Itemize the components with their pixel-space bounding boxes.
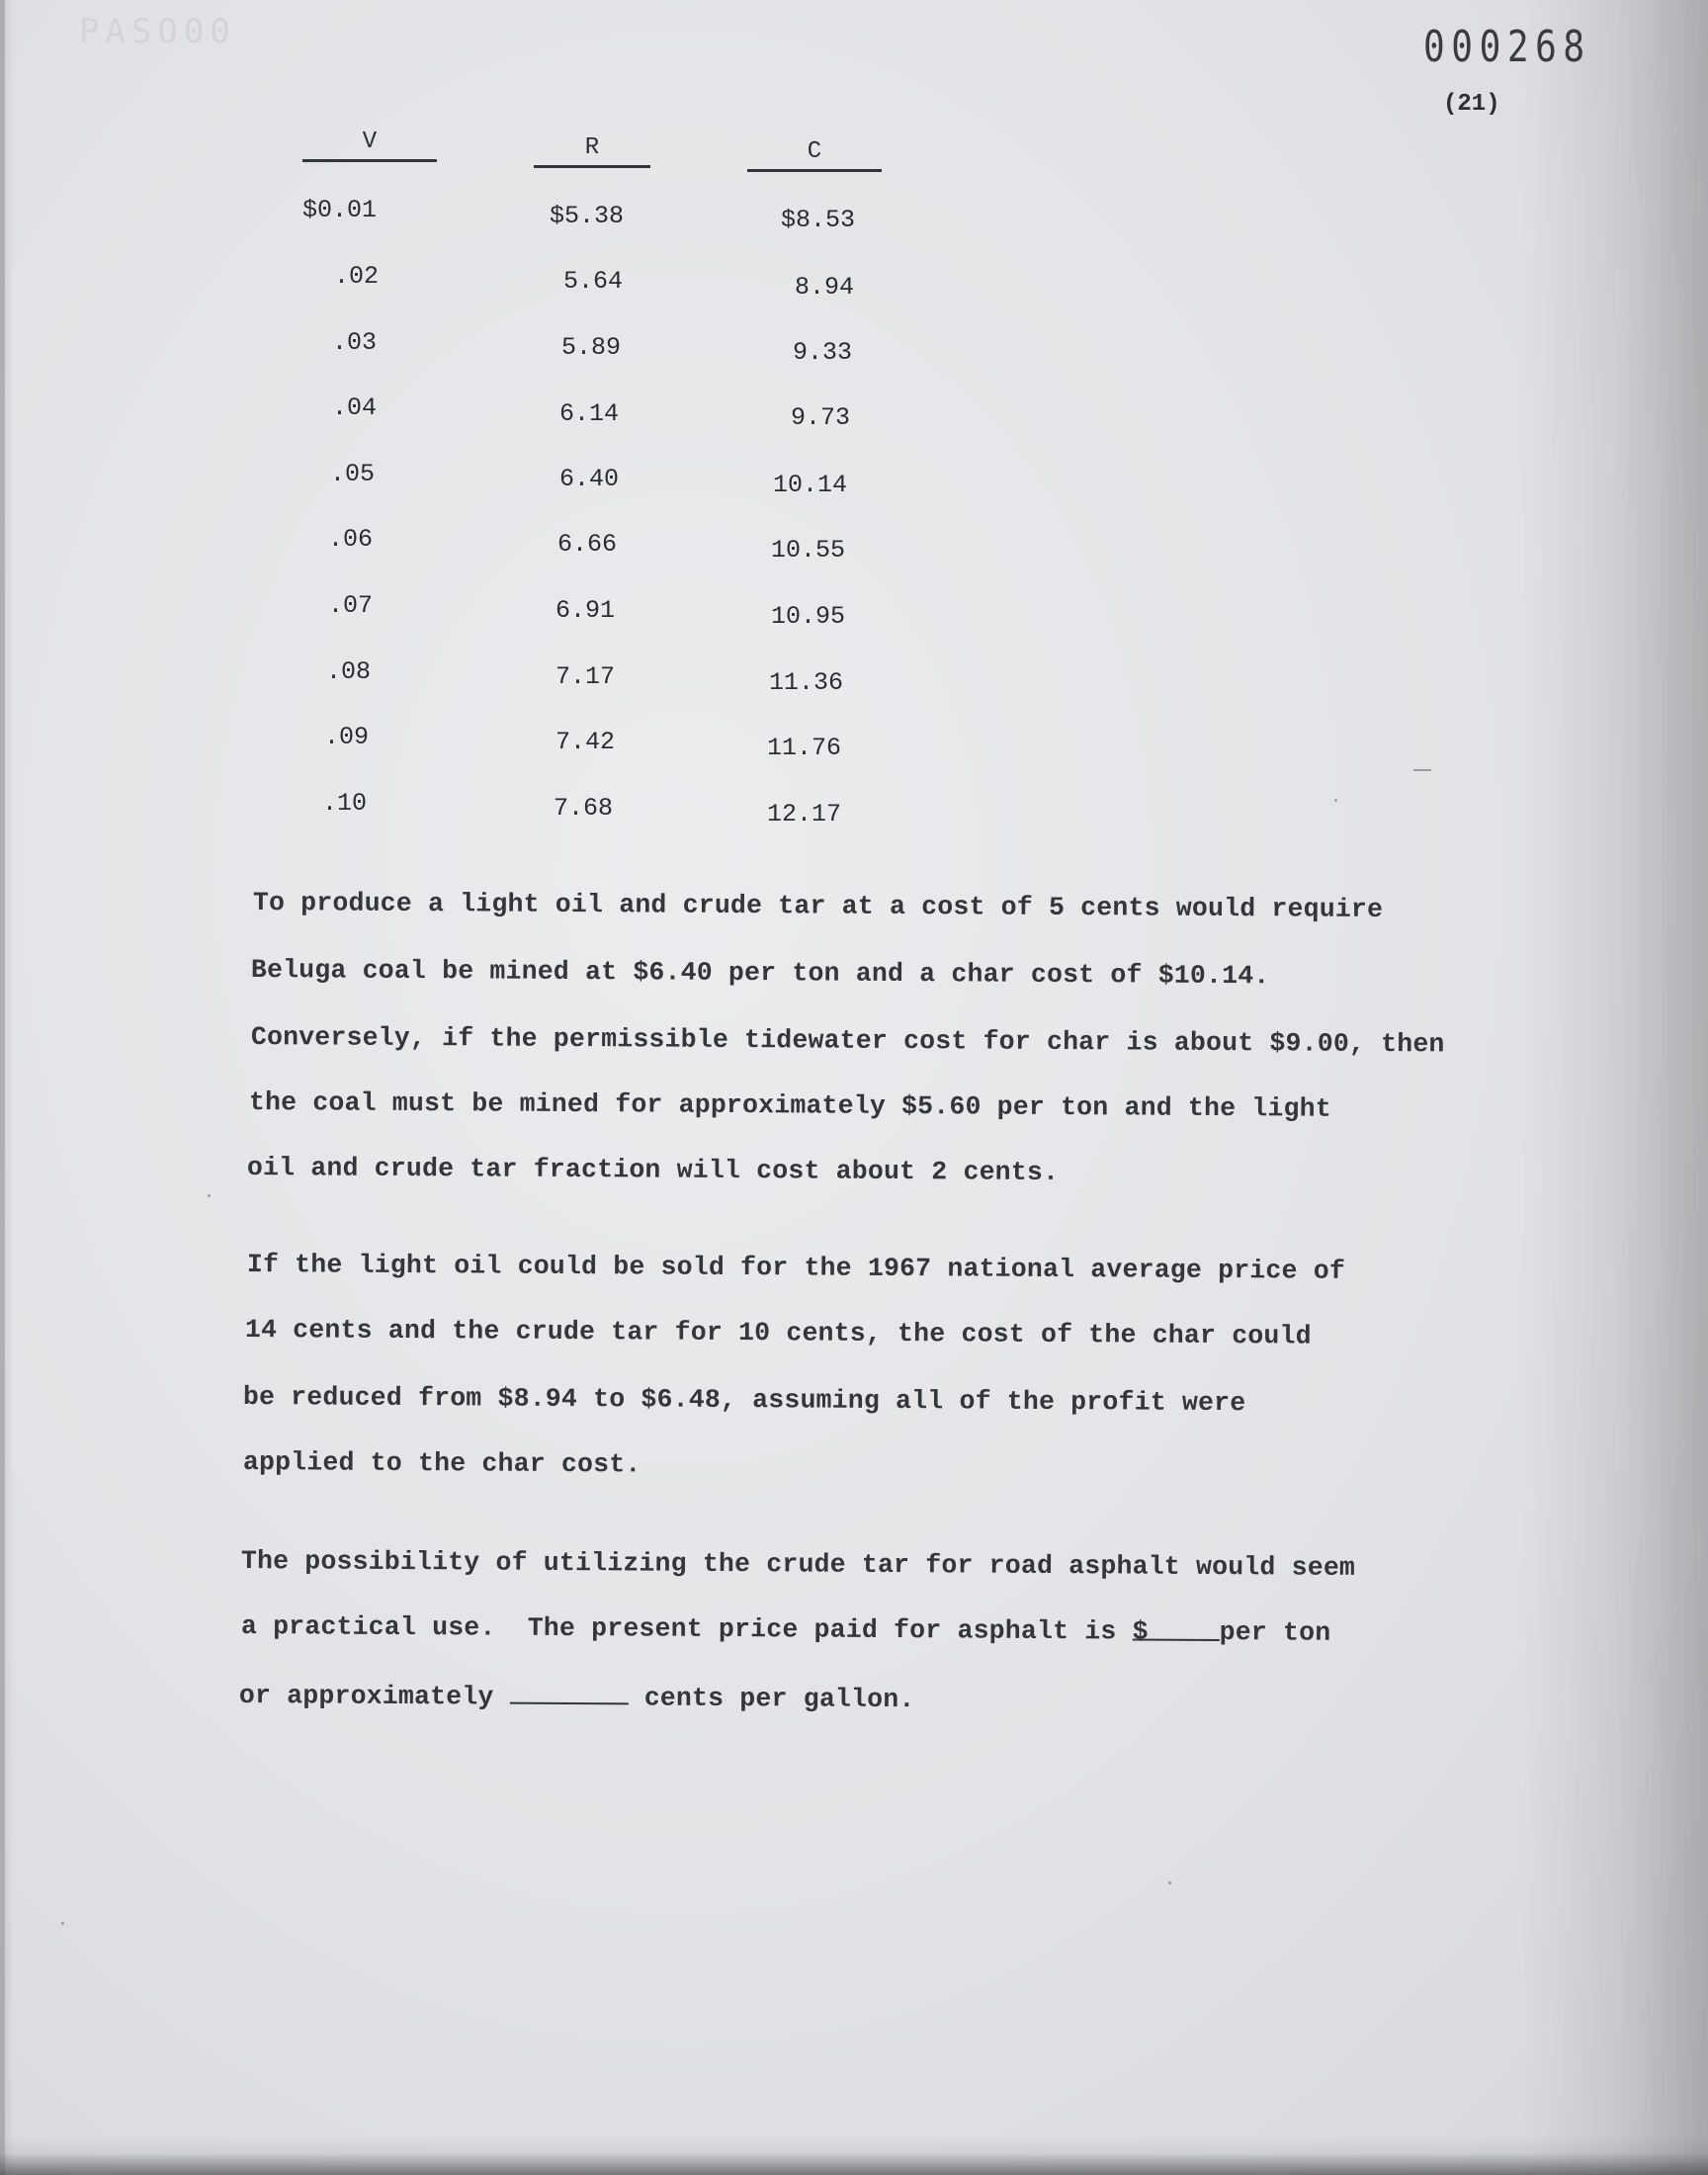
table-cell-r: 5.89 [561,333,622,362]
table-cell-c: 8.94 [795,273,855,302]
table-cell-r: 7.68 [554,794,614,823]
paragraph-line-text: cents per gallon. [628,1683,915,1715]
paragraph-line [241,1611,1331,1648]
table-cell-c: 9.33 [793,338,853,367]
dollar-sign: $ [1132,1616,1149,1647]
table-cell-c: 11.76 [767,734,842,762]
paragraph-line [239,1679,915,1714]
paragraph-line: the coal must be mined for approximately $5.60 per ton and the light [248,1088,1331,1124]
faded-stamp: PASO00 [79,12,236,51]
paragraph-line-text: or approximately [238,1681,510,1712]
table-cell-c: $8.53 [781,206,856,234]
paragraph-line-text: per ton [1219,1617,1331,1648]
table-cell-c: 12.17 [767,800,842,828]
table-cell-c: 9.73 [791,403,851,432]
paragraph-line: Beluga coal be mined at $6.40 per ton and a char cost of $10.14. [250,955,1270,992]
paragraph-line: The possibility of utilizing the crude tar for road asphalt would seem [240,1546,1356,1583]
table-cell-v: $0.01 [302,196,378,224]
table-cell-c: 10.14 [773,471,848,499]
column-header-c: C [747,138,882,172]
table-cell-r: $5.38 [550,202,625,230]
paragraph-line-text: a practical use. The present price paid for asphalt is [240,1611,1133,1647]
paragraph-line: If the light oil could be sold for the 1967 national average price of [246,1250,1346,1286]
table-cell-v: .02 [334,262,380,291]
page-number: (21) [1443,91,1500,118]
paragraph-line: To produce a light oil and crude tar at a cost of 5 cents would require [252,888,1384,924]
table-cell-c: 11.36 [769,668,844,697]
table-cell-r: 6.91 [555,596,616,625]
paragraph-line: applied to the char cost. [242,1447,641,1480]
scan-left-edge [0,0,5,2175]
table-cell-c: 10.55 [771,536,846,565]
column-header-v: V [302,129,437,162]
column-header-r: R [534,134,650,168]
table-cell-c: 10.95 [771,602,846,631]
table-cell-v: .10 [322,789,368,818]
paragraph-line: be reduced from $8.94 to $6.48, assuming all of the profit were [242,1382,1246,1419]
scan-speck [61,1922,64,1925]
table-cell-v: .05 [330,460,376,488]
table-cell-v: .04 [332,393,378,422]
table-cell-r: 7.42 [555,728,616,756]
table-cell-r: 6.14 [559,399,620,428]
scan-speck [1334,799,1337,802]
table-cell-r: 6.40 [559,465,620,493]
asphalt-price-blank [1132,1616,1220,1647]
scan-speck [1168,1881,1171,1884]
scan-speck [1413,769,1431,771]
table-cell-v: .06 [328,525,374,554]
document-number-stamp: 000268 [1423,22,1591,72]
table-cell-v: .08 [326,657,372,686]
scan-speck [208,1194,211,1197]
table-cell-v: .03 [332,328,378,357]
table-cell-r: 6.66 [557,530,618,559]
table-cell-v: .07 [328,591,374,620]
paragraph-line: Conversely, if the permissible tidewater cost for char is about $9.00, then [250,1022,1445,1060]
table-cell-v: .09 [324,723,370,751]
cents-per-gallon-blank [510,1681,629,1705]
table-cell-r: 5.64 [563,267,624,296]
paragraph-line: oil and crude tar fraction will cost about 2 cents. [246,1153,1060,1188]
scan-bottom-shadow [0,2153,1708,2175]
paragraph-line: 14 cents and the crude tar for 10 cents, the cost of the char could [244,1315,1312,1351]
table-cell-r: 7.17 [555,662,616,691]
